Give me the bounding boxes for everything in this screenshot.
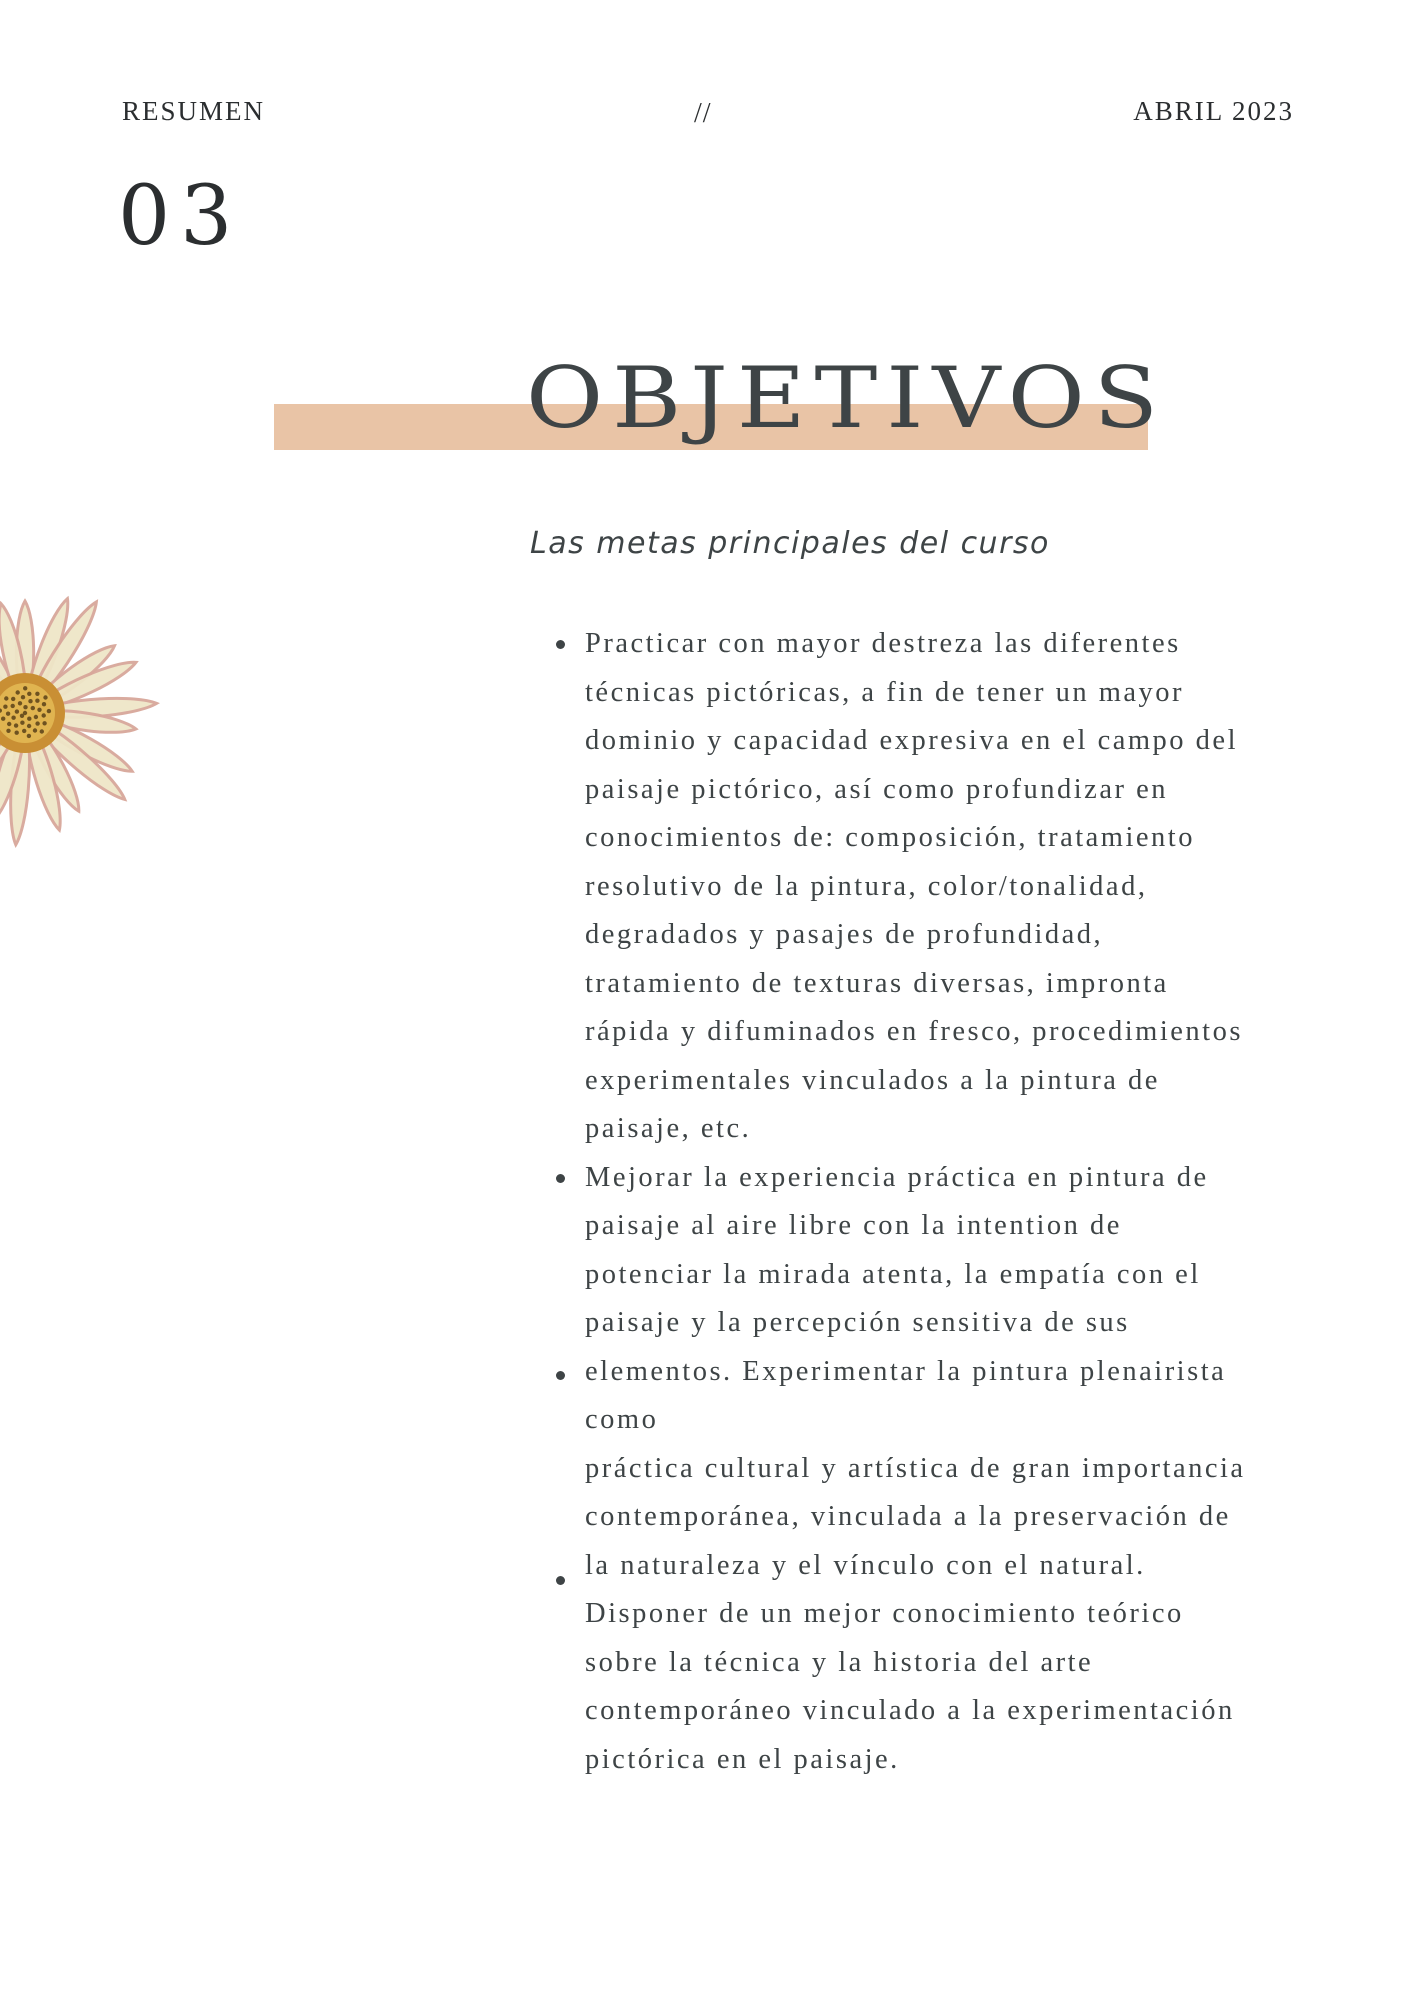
flower-seed xyxy=(33,728,37,732)
objective-item xyxy=(530,620,1300,1154)
flower-seed xyxy=(27,724,31,728)
objective-text: Disponer de un mejor conocimiento teórico sobre la técnica y la historia del arte contemporáneo vinculado a la experimentación pictórica en el paisaje. xyxy=(585,1598,1235,1775)
section-title: OBJETIVOS xyxy=(526,349,1168,447)
flower-seed xyxy=(23,686,27,690)
flower-seed xyxy=(35,721,39,725)
flower-seed xyxy=(34,715,38,719)
flower-seed xyxy=(42,721,46,725)
flower-seed xyxy=(11,704,15,708)
bullet-icon xyxy=(556,640,565,649)
flower-seed xyxy=(15,709,19,713)
flower-seed xyxy=(27,692,31,696)
flower-seed xyxy=(37,708,41,712)
flower-seed xyxy=(21,695,25,699)
flower-seed xyxy=(6,729,10,733)
flower-seed xyxy=(3,705,7,709)
flower-seed xyxy=(20,714,24,718)
flower-seed xyxy=(18,701,22,705)
flower-seed xyxy=(40,729,44,733)
flower-seed xyxy=(27,734,31,738)
flower-seed xyxy=(42,713,46,717)
flower-seed xyxy=(7,722,11,726)
flower-seed xyxy=(20,721,24,725)
objective-text: Practicar con mayor destreza las diferentes técnicas pictóricas, a fin de tener un mayor dominio y capacidad expresiva en el campo del paisaje pictórico, así como profundizar en conocimientos de: composición, tratamiento resolutivo de la pintura, color/tonalidad, degradados y pasajes de profundidad, tratamiento de texturas diversas, impronta rápida y difuminados en fresco, procedimientos experimentales vinculados a la pintura de paisaje, etc. xyxy=(585,628,1243,1144)
flower-seed xyxy=(27,717,31,721)
bullet-icon xyxy=(556,1174,565,1183)
objectives-list xyxy=(530,620,1300,1784)
flower-seed xyxy=(47,709,51,713)
flower-seed xyxy=(43,695,47,699)
header-date: ABRIL 2023 xyxy=(1133,96,1294,126)
objective-item xyxy=(530,1154,1300,1591)
flower-seed xyxy=(14,723,18,727)
flower-seed xyxy=(11,716,15,720)
flower-seed xyxy=(28,699,32,703)
bullet-icon xyxy=(556,1576,565,1585)
flower-seed xyxy=(31,706,35,710)
flower-seed xyxy=(11,697,15,701)
page-number: 03 xyxy=(118,169,243,264)
flower-seed xyxy=(42,702,46,706)
flower-seed xyxy=(35,692,39,696)
flower-seed xyxy=(15,731,19,735)
section-subtitle: Las metas principales del curso xyxy=(530,526,1050,561)
daisy-flower-icon xyxy=(0,555,200,855)
flower-seed xyxy=(35,699,39,703)
header-separator: // xyxy=(694,98,712,129)
flower-seed xyxy=(6,712,10,716)
header-section-label: RESUMEN xyxy=(122,96,266,126)
objective-text: Mejorar la experiencia práctica en pintura de paisaje al aire libre con la intention de potenciar la mirada atenta, la empatía con el paisaje y la percepción sensitiva de sus elementos. Experimentar la pintura plenairista como práctica cultural y artística de gran importancia contemporánea, vinculada a la preservación de la naturaleza y el vínculo con el natural. xyxy=(585,1161,1246,1581)
flower-seed xyxy=(1,717,5,721)
flower-seed xyxy=(16,690,20,694)
bullet-icon xyxy=(556,1371,565,1380)
flower-seed xyxy=(22,729,26,733)
flower-seed xyxy=(4,696,8,700)
flower-seed xyxy=(23,705,27,709)
objective-item xyxy=(530,1590,1300,1784)
